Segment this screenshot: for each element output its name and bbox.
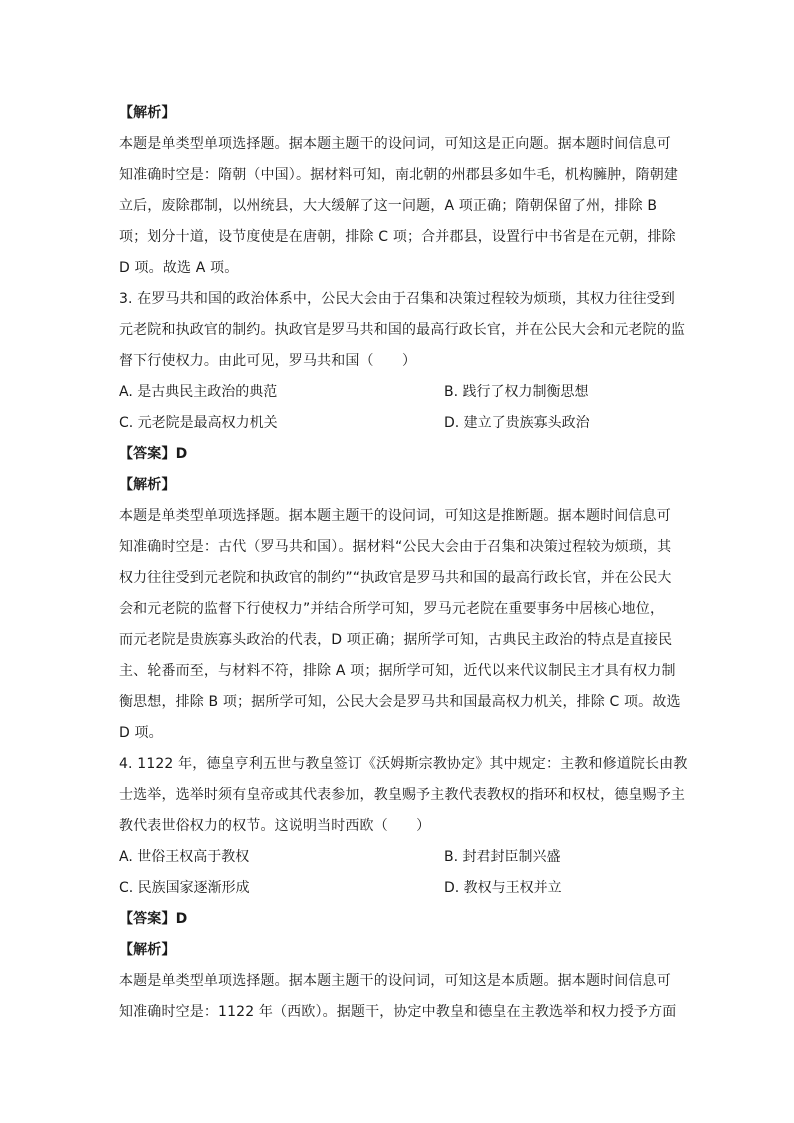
q3-option-d: D. 建立了贵族寡头政治 [444,415,590,431]
document-page [119,98,688,1028]
q3-options-row-1 [119,377,679,408]
q3-stem-line: 3. 在罗马共和国的政治体系中，公民大会由于召集和决策过程较为烦琐，其权力往往受到 [119,291,675,307]
q3-analysis-heading: 【解析】 [119,477,176,493]
q3-answer: 【答案】D [119,446,188,462]
q3-analysis-line: 知准确时空是：古代（罗马共和国）。据材料“公民大会由于召集和决策过程较为烦琐，其 [119,539,672,555]
q3-analysis-line: 主、轮番而至，与材料不符，排除 A 项；据所学可知，近代以来代议制民主才具有权力制 [119,663,676,679]
q4-answer: 【答案】D [119,911,188,927]
q4-analysis-line: 本题是单类型单项选择题。据本题主题干的设问词，可知这是本质题。据本题时间信息可 [119,973,671,989]
q2-analysis-line: 项；划分十道，设节度使是在唐朝，排除 C 项；合并郡县，设置行中书省是在元朝，排除 [119,229,676,245]
q4-stem-line: 教代表世俗权力的权节。这说明当时西欧（ ） [119,818,431,834]
q2-analysis-line: D 项。故选 A 项。 [119,260,239,276]
q2-analysis-line: 立后，废除郡制，以州统县，大大缓解了这一问题，A 项正确；隋朝保留了州，排除 B [119,198,658,214]
q2-analysis-line: 本题是单类型单项选择题。据本题主题干的设问词，可知这是正向题。据本题时间信息可 [119,136,671,152]
q3-options-row-2 [119,408,679,439]
q3-option-b: B. 践行了权力制衡思想 [444,384,589,400]
q4-analysis-line: 知准确时空是：1122 年（西欧）。据题干，协定中教皇和德皇在主教选举和权力授予方面 [119,1004,677,1020]
q3-analysis-line: 本题是单类型单项选择题。据本题主题干的设问词，可知这是推断题。据本题时间信息可 [119,508,671,524]
q4-option-b: B. 封君封臣制兴盛 [444,849,561,865]
q2-analysis-heading: 【解析】 [119,105,176,121]
q4-options-row-2 [119,873,679,904]
q4-options-row-1 [119,842,679,873]
q3-option-c: C. 元老院是最高权力机关 [119,415,278,431]
q3-analysis-line: 会和元老院的监督下行使权力”并结合所学可知，罗马元老院在重要事务中居核心地位， [119,601,665,617]
q2-analysis-line: 知准确时空是：隋朝（中国）。据材料可知，南北朝的州郡县多如牛毛，机构臃肿，隋朝建 [119,167,678,183]
q4-option-c: C. 民族国家逐渐形成 [119,880,250,896]
q3-stem-line: 督下行使权力。由此可见，罗马共和国（ ） [119,353,417,369]
q3-option-a: A. 是古典民主政治的典范 [119,384,278,400]
q3-analysis-line: 衡思想，排除 B 项；据所学可知，公民大会是罗马共和国最高权力机关，排除 C 项。故选 [119,694,681,710]
q4-stem-line: 士选举，选举时须有皇帝或其代表参加，教皇赐予主教代表教权的指环和权杖，德皇赐予主 [119,787,685,803]
q3-stem-line: 元老院和执政官的制约。执政官是罗马共和国的最高行政长官，并在公民大会和元老院的监 [119,322,685,338]
q4-option-d: D. 教权与王权并立 [444,880,562,896]
q4-analysis-heading: 【解析】 [119,942,176,958]
q3-analysis-line: 权力往往受到元老院和执政官的制约”“执政官是罗马共和国的最高行政长官，并在公民大 [119,570,672,586]
q3-analysis-line: 而元老院是贵族寡头政治的代表，D 项正确；据所学可知，古典民主政治的特点是直接民 [119,632,673,648]
q4-stem-line: 4. 1122 年，德皇亨利五世与教皇签订《沃姆斯宗教协定》其中规定：主教和修道院长由教 [119,756,688,772]
q3-analysis-line: D 项。 [119,725,163,741]
q4-option-a: A. 世俗王权高于教权 [119,849,250,865]
